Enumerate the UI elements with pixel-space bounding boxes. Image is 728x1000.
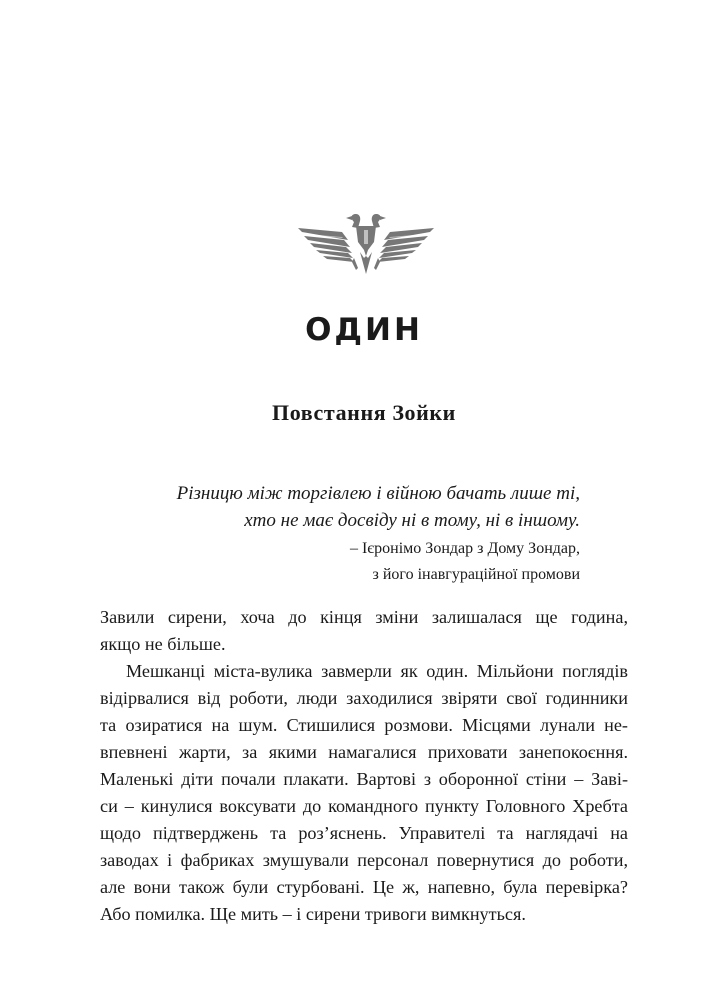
paragraph-line: Мешканці міста-вулика завмерли як один. Мільйони поглядів bbox=[126, 661, 628, 681]
epigraph-attribution: – Ієронімо Зондар з Дому Зондар, bbox=[349, 540, 580, 557]
paragraph-line: відірвалися від роботи, люди заходилися звіряти свої годинники bbox=[100, 688, 628, 708]
epigraph-attribution: з його інавгураційної промови bbox=[372, 566, 580, 583]
paragraph-line: Маленькі діти почали плакати. Вартові з оборонної стіни – Заві- bbox=[100, 769, 628, 789]
paragraph-line: якщо не більше. bbox=[100, 634, 226, 654]
double-headed-eagle-icon bbox=[296, 212, 436, 278]
epigraph-line: Різницю між торгівлею і війною бачать лише ті, bbox=[176, 483, 580, 504]
paragraph-line: але вони також були стурбовані. Це ж, напевно, була перевірка? bbox=[100, 877, 628, 897]
paragraph-line: си – кинулися воксувати до командного пункту Головного Хребта bbox=[100, 796, 628, 816]
epigraph-line: хто не має досвіду ні в тому, ні в іншому. bbox=[244, 510, 580, 531]
chapter-number: ОДИН bbox=[305, 312, 423, 348]
paragraph-line: Завили сирени, хоча до кінця зміни залишалася ще година, bbox=[100, 607, 628, 627]
chapter-title: Повстання Зойки bbox=[272, 400, 456, 425]
paragraph-line: та озиратися на шум. Стишилися розмови. Місцями лунали не- bbox=[100, 715, 628, 735]
paragraph-line: щодо підтверджень та роз’яснень. Управителі та наглядачі на bbox=[100, 823, 628, 843]
paragraph-line: впевнені жарти, за якими намагалися приховати занепокоєння. bbox=[100, 742, 628, 762]
paragraph-line: Або помилка. Ще мить – і сирени тривоги вимкнуться. bbox=[100, 904, 526, 924]
body-text bbox=[100, 604, 628, 928]
epigraph bbox=[100, 480, 580, 588]
paragraph-line: заводах і фабриках змушували персонал повернутися до роботи, bbox=[100, 850, 628, 870]
